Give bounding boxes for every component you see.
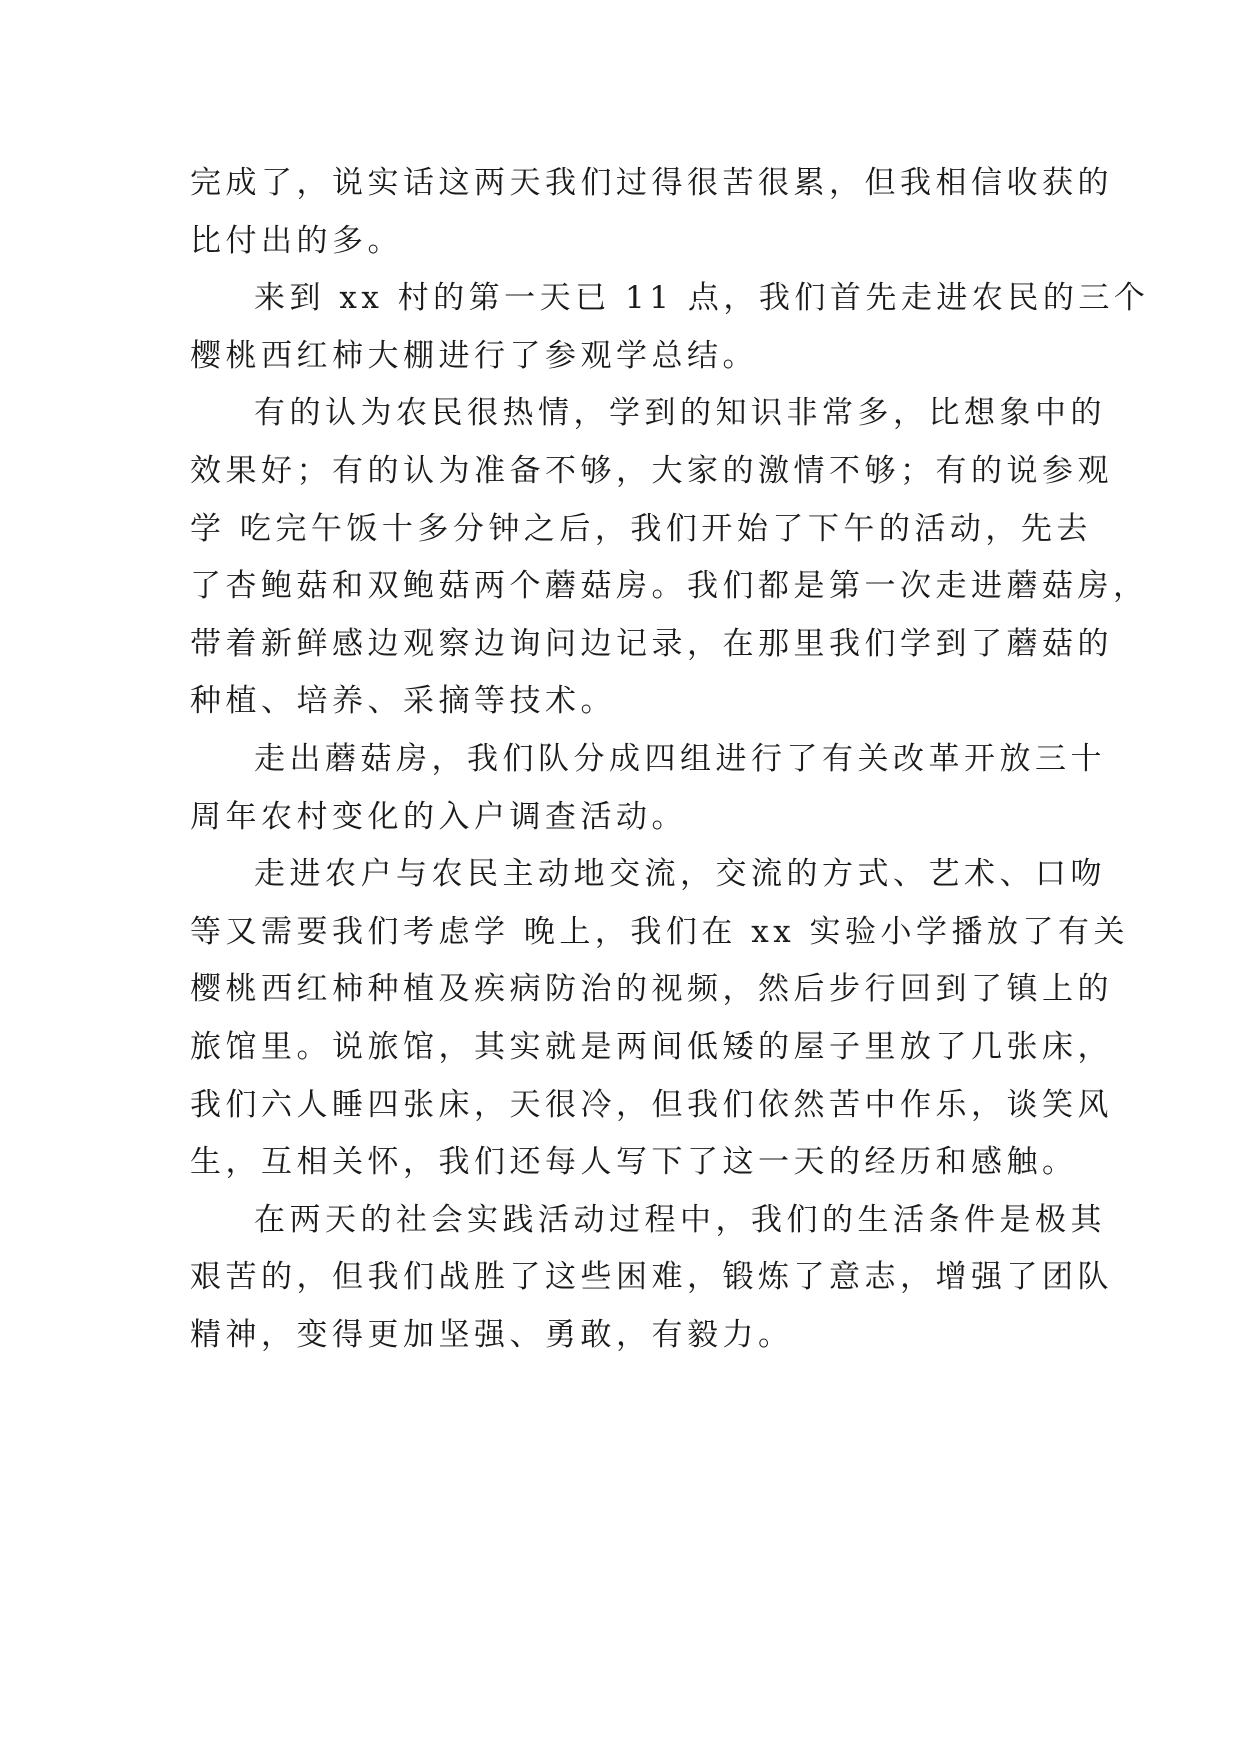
paragraph-5 (190, 846, 1130, 1192)
text-line: 樱桃西红柿种植及疾病防治的视频，然后步行回到了镇上的 (190, 971, 1113, 1008)
text-line: 精神，变得更加坚强、勇敢，有毅力。 (190, 1316, 794, 1353)
text-line: 种植、培养、采摘等技术。 (190, 683, 616, 720)
text-line: 来到 xx 村的第一天已 11 点，我们首先走进农民的三个 (254, 280, 1150, 317)
text-line: 比付出的多。 (190, 222, 403, 259)
text-line: 樱桃西红柿大棚进行了参观学总结。 (190, 337, 758, 374)
text-line: 走出蘑菇房，我们队分成四组进行了有关改革开放三十 (254, 740, 1106, 777)
text-line: 艰苦的，但我们战胜了这些困难，锻炼了意志，增强了团队 (190, 1259, 1113, 1296)
text-line: 旅馆里。说旅馆，其实就是两间低矮的屋子里放了几张床， (190, 1028, 1113, 1065)
text-line: 学 吃完午饭十多分钟之后，我们开始了下午的活动，先去 (190, 510, 1092, 547)
paragraph-2 (190, 270, 1150, 385)
text-line: 完成了，说实话这两天我们过得很苦很累，但我相信收获的 (190, 165, 1113, 201)
paragraph-3 (190, 385, 1149, 731)
paragraph-4 (190, 731, 1106, 846)
text-line: 走进农户与农民主动地交流，交流的方式、艺术、口吻 (254, 856, 1106, 893)
text-line: 了杏鲍菇和双鲍菇两个蘑菇房。我们都是第一次走进蘑菇房， (190, 568, 1149, 605)
text-line: 带着新鲜感边观察边询问边记录，在那里我们学到了蘑菇的 (190, 625, 1113, 662)
text-line: 有的认为农民很热情，学到的知识非常多，比想象中的 (254, 395, 1106, 432)
text-line: 生，互相关怀，我们还每人写下了这一天的经历和感触。 (190, 1144, 1078, 1181)
text-line: 在两天的社会实践活动过程中，我们的生活条件是极其 (254, 1201, 1106, 1238)
text-line: 效果好；有的认为准备不够，大家的激情不够；有的说参观 (190, 452, 1113, 489)
text-line: 周年农村变化的入户调查活动。 (190, 798, 687, 835)
text-line: 我们六人睡四张床，天很冷，但我们依然苦中作乐，谈笑风 (190, 1086, 1113, 1123)
paragraph-1 (190, 155, 1113, 270)
paragraph-6 (190, 1192, 1113, 1365)
document-body (190, 155, 1150, 1364)
text-line: 等又需要我们考虑学 晚上，我们在 xx 实验小学播放了有关 (190, 913, 1130, 950)
